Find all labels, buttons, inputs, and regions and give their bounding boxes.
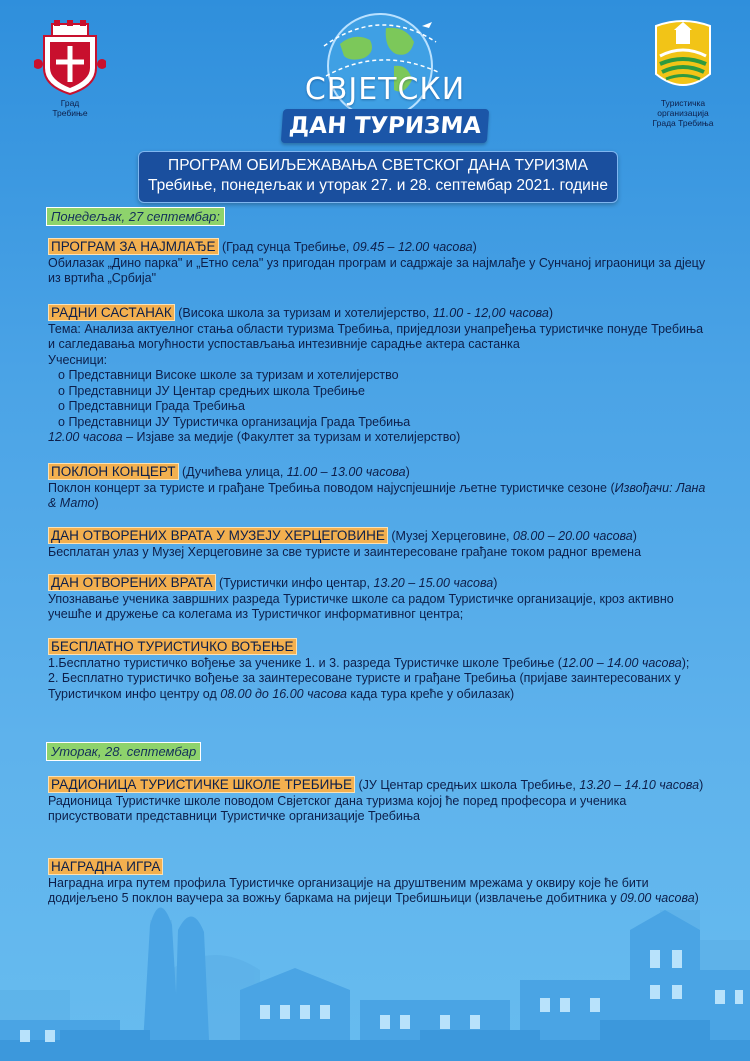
event-place: (Музеј Херцеговине, [387, 529, 513, 543]
media-text: – Изјаве за медије (Факултет за туризам и хотелијерство) [122, 430, 461, 444]
day2-label: Уторак, 28. септембар [46, 742, 201, 761]
description-text: Поклон концерт за туристе и грађане Требиња поводом најуспјешније љетне туристичке сезоне ( [48, 480, 615, 495]
media-line [48, 430, 713, 446]
event-description: Упознавање ученика завршних разреда Туристичке школе са радом Туристичке организације, кроз активно учешће и дружење са колегама из Туристичког информативног центра; [48, 591, 674, 621]
city-coat-of-arms-icon [34, 18, 106, 96]
participants-label: Учесници: [48, 352, 108, 367]
event-description: Тема: Анализа актуелног стања области туризма Требиња, приједлози унапређења туристичке понуде Требиња и сагледавања могућности успостављања интезивније сарадње актера састанка [48, 321, 704, 351]
event-description: Бесплатан улаз у Музеј Херцеговине за све туристе и заинтересоване грађане током радног времена [48, 544, 642, 559]
event-close: ) [632, 529, 637, 543]
program-banner [138, 151, 618, 203]
event-title: БЕСПЛАТНО ТУРИСТИЧКО ВОЂЕЊЕ [48, 638, 297, 655]
title-line1: СВЈЕТСКИ [304, 72, 466, 107]
list-item: o Представници Високе школе за туризам и хотелијерство [58, 368, 713, 384]
tour-line-2 [48, 671, 713, 702]
event-time: 08.00 – 20.00 часова [513, 529, 633, 543]
day1-label: Понедељак, 27 септембар: [46, 207, 225, 226]
list-item: o Представници ЈУ Туристичка организација Града Требиња [58, 415, 713, 431]
tourist-organization-logo-icon [650, 16, 716, 96]
to-caption-line1: Туристичка [660, 98, 706, 108]
tour-line-1 [48, 656, 713, 672]
event-gift-concert [48, 464, 713, 512]
event-title: ДАН ОТВОРЕНИХ ВРАТА У МУЗЕЈУ ХЕРЦЕГОВИНЕ [48, 527, 388, 544]
tour-line-2-close: када тура креће у обилазак) [346, 686, 515, 701]
event-close: ) [493, 576, 498, 590]
title-line2: ДАН ТУРИЗМА [281, 109, 489, 143]
media-time: 12.00 часова [48, 430, 123, 444]
tour-line-1-time: 12.00 – 14.00 часова [561, 655, 682, 670]
event-description: Радионица Туристичке школе поводом Свјетског дана туризма којој ће поред професора и ученика присуствовати представници Туристичке организације Требиња [48, 793, 627, 823]
event-program-for-youngest [48, 239, 713, 287]
description-close: ) [94, 496, 99, 510]
city-skyline-illustration [0, 880, 750, 1061]
performers: Извођачи: Лана & Мато [48, 480, 706, 510]
event-place: (Дучићева улица, [178, 465, 287, 479]
description-close: ) [694, 891, 699, 905]
globe-icon [310, 6, 450, 126]
event-museum-open-day [48, 528, 713, 560]
event-place: (ЈУ Центар средњих школа Требиње, [355, 778, 580, 792]
event-open-day [48, 575, 713, 623]
list-item: o Представници Града Требиња [58, 399, 713, 415]
event-close: ) [548, 306, 554, 320]
event-title: РАДНИ САСТАНАК [48, 304, 175, 321]
event-time: 13.20 – 15.00 часова [373, 576, 494, 590]
event-tourist-school-workshop [48, 777, 713, 825]
event-place: (Туристички инфо центар, [215, 576, 374, 590]
tour-line-2-time: 08.00 до 16.00 часова [220, 686, 347, 701]
tour-line-2-text: 2. Бесплатно туристичко вођење за заинтересоване туристе и грађане Требиња (пријаве заинтересованих у Туристичком инфо центру од [48, 671, 681, 701]
event-free-guided-tour [48, 639, 713, 702]
event-title: ПОКЛОН КОНЦЕРТ [48, 463, 179, 480]
event-title: РАДИОНИЦА ТУРИСТИЧКЕ ШКОЛЕ ТРЕБИЊЕ [48, 776, 355, 793]
banner-subtitle: Требиње, понедељак и уторак 27. и 28. септембар 2021. године [148, 177, 608, 194]
city-caption-line2: Требиње [52, 108, 88, 118]
city-caption-line1: Град [60, 98, 80, 108]
event-time: 09.45 – 12.00 часова [352, 240, 473, 254]
to-caption-line3: Града Требиња [652, 118, 714, 128]
tour-line-1-text: 1.Бесплатно туристичко вођење за ученике 1. и 3. разреда Туристичке школе Требиње ( [48, 655, 562, 670]
description-text: Наградна игра путем профила Туристичке организације на друштвеним мрежама у оквиру које ће бити додијељено 5 поклон ваучера за вожњу баркама на ријеци Требишњици (извлачење добитника у [48, 875, 649, 905]
participants-list [48, 368, 713, 430]
to-caption-line2: организација [657, 108, 709, 118]
tourist-organization-caption [636, 98, 730, 128]
list-item: o Представници ЈУ Центар средњих школа Требиње [58, 384, 713, 400]
event-close: ) [405, 465, 410, 479]
event-close: ) [699, 778, 704, 792]
event-description: Обилазак „Дино парка" и „Етно села" уз пригодан програм и садржаје за најмлађе у Сунчаној играоници за дјецу из вртића „Србија" [48, 255, 706, 285]
tour-line-1-close: ); [681, 655, 690, 670]
draw-time: 09.00 часова [620, 891, 695, 905]
event-place: (Град сунца Требиње, [218, 240, 353, 254]
event-description [48, 481, 713, 512]
event-place: (Висока школа за туризам и хотелијерство, [174, 306, 433, 320]
banner-title: ПРОГРАМ ОБИЉЕЖАВАЊА СВЕТСКОГ ДАНА ТУРИЗМА [168, 157, 588, 174]
event-time: 11.00 – 13.00 часова [286, 465, 406, 479]
event-title: ПРОГРАМ ЗА НАЈМЛАЂЕ [48, 238, 219, 255]
event-title: НАГРАДНА ИГРА [48, 858, 163, 875]
event-time: 13.20 – 14.10 часова [579, 778, 700, 792]
city-caption [30, 98, 110, 118]
event-close: ) [472, 240, 477, 254]
event-work-meeting [48, 305, 713, 446]
event-title: ДАН ОТВОРЕНИХ ВРАТА [48, 574, 216, 591]
event-time: 11.00 - 12,00 часова [432, 306, 549, 320]
